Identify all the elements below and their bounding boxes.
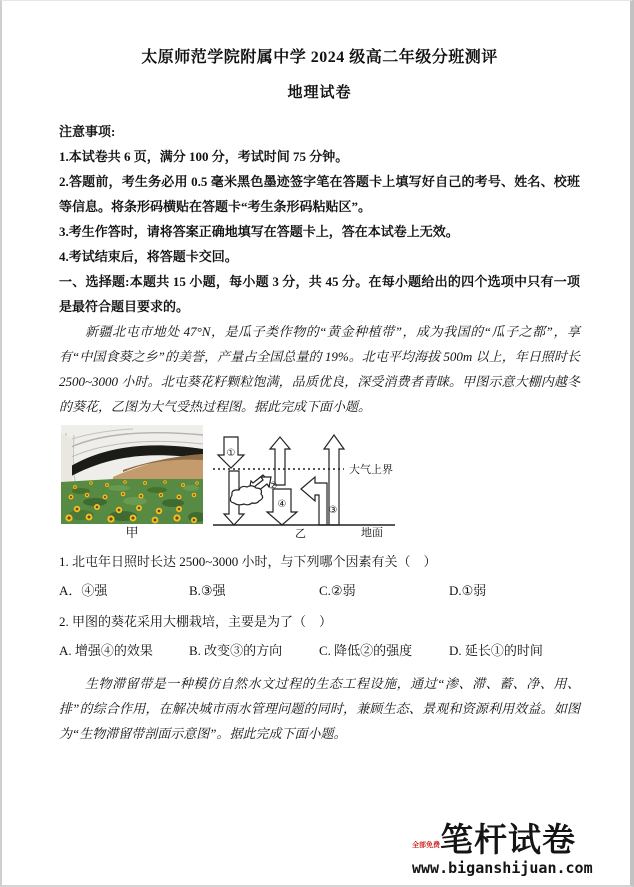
- section-heading: 一、选择题:本题共 15 小题，每小题 3 分，共 45 分。在每小题给出的四个选项中只有一项是最符合题目要求的。: [59, 274, 580, 314]
- notice-item-4: 4.考试结束后，将答题卡交回。: [59, 249, 238, 264]
- notice-item-3: 3.考生作答时，请将答案正确地填写在答题卡上，答在本试卷上无效。: [59, 224, 459, 239]
- notice-item-2: 2.答题前，考生务必用 0.5 毫米黑色墨迹签字笔在答题卡上填写好自己的考号、姓名、校班等信息。将条形码横贴在答题卡“考生条形码粘贴区”。: [59, 174, 580, 214]
- figure-yi: [213, 425, 395, 539]
- atmosphere-top-label: 大气上界: [349, 464, 393, 476]
- arrow-label-4: ④: [277, 499, 287, 510]
- q2-option-d: D. 延长①的时间: [449, 643, 543, 658]
- notice-block: [59, 119, 580, 269]
- figure-label-yi: 乙: [295, 528, 306, 539]
- q1-option-b: B.③强: [189, 583, 226, 598]
- arrow-label-1: ①: [226, 448, 236, 459]
- q2-option-b: B. 改变③的方向: [189, 643, 283, 658]
- figure-jia: [61, 425, 203, 541]
- atmosphere-diagram: [213, 425, 395, 539]
- q2-option-a: A. 增强④的效果: [59, 643, 153, 658]
- q1-option-c: C.②弱: [319, 583, 356, 598]
- question-2-options: [59, 638, 580, 663]
- watermark: [412, 822, 602, 877]
- figure-label-jia: 甲: [125, 525, 139, 540]
- exam-content: [59, 45, 580, 746]
- watermark-url: www.biganshijuan.com: [412, 859, 593, 877]
- question-1: 1. 北屯年日照时长达 2500~3000 小时，与下列哪个因素有关（ ）: [59, 554, 437, 569]
- watermark-free-text: 全部免费: [412, 842, 440, 849]
- figure-row: [61, 425, 580, 541]
- q1-option-a: A．④强: [59, 583, 108, 598]
- ground-label: 地面: [361, 527, 383, 539]
- greenhouse-photo: [61, 425, 203, 524]
- page-subtitle: 地理试卷: [287, 85, 352, 101]
- arrow-label-2: ②: [268, 481, 278, 492]
- watermark-brand: 笔杆试卷: [440, 821, 576, 858]
- question-2: 2. 甲图的葵花采用大棚栽培，主要是为了（ ）: [59, 614, 333, 629]
- passage-bioretention: 生物滞留带是一种模仿自然水文过程的生态工程设施，通过“渗、滞、蓄、净、用、排”的综合作用，在解决城市雨水管理问题的同时，兼顾生态、景观和资源利用效益。如图为“生物滞留带剖面示意图”。据此完成下面小题。: [59, 676, 580, 741]
- question-1-options: [59, 578, 580, 603]
- page-title: 太原师范学院附属中学 2024 级高二年级分班测评: [141, 49, 498, 66]
- notice-heading: 注意事项:: [59, 124, 116, 139]
- notice-item-1: 1.本试卷共 6 页，满分 100 分，考试时间 75 分钟。: [59, 149, 349, 164]
- q1-option-d: D.①弱: [449, 583, 487, 598]
- arrow-label-3: ③: [328, 505, 338, 516]
- q2-option-c: C. 降低②的强度: [319, 643, 413, 658]
- passage-beitun: 新疆北屯市地处 47°N，是瓜子类作物的“黄金种植带”，成为我国的“瓜子之都”，享有“中国食葵之乡”的美誉，产量占全国总量的 19%。北屯平均海拔 500m 以上，年日照时长 2500~3000 小时。北屯葵花籽颗粒饱满，品质优良，深受消费者青睐。甲图示意大棚内越冬的葵花，乙图为大气受热过程图。据此完成下面小题。: [59, 324, 580, 414]
